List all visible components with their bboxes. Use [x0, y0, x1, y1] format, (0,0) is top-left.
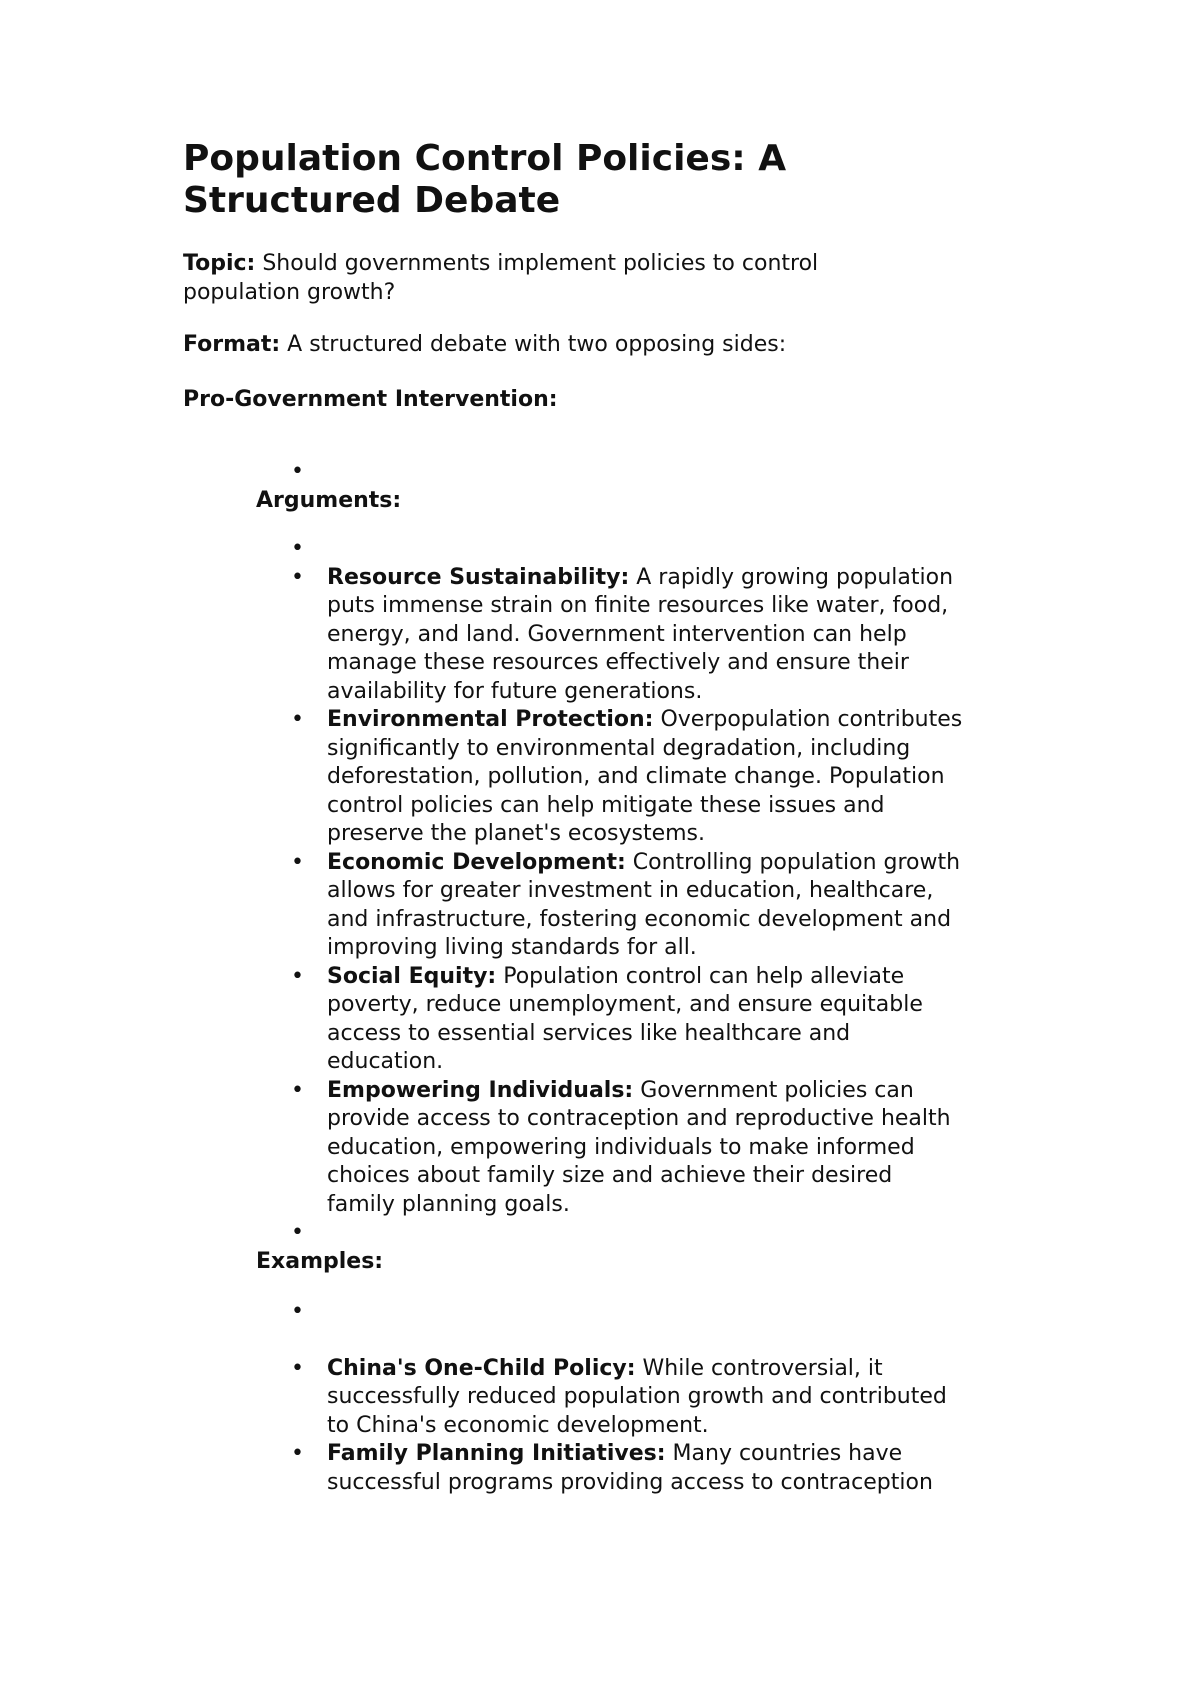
side-heading: Pro-Government Intervention: [183, 386, 558, 412]
arguments-heading: Arguments: [256, 487, 402, 513]
bullet-icon: • [291, 963, 304, 989]
argument-item [291, 564, 967, 707]
example-label: Family Planning Initiatives: [327, 1441, 666, 1466]
bullet-icon: • [291, 849, 304, 875]
list-item [291, 1219, 967, 1248]
argument-item [291, 706, 967, 849]
list-item [291, 535, 967, 564]
examples-list [291, 1298, 1043, 1497]
argument-text: Population control can help alleviate poverty, reduce unemployment, and ensure equitable access to essential services like healthcare and education. [327, 963, 923, 1074]
outer-list [183, 458, 1043, 1497]
arguments-list [291, 535, 1043, 1248]
document-content [183, 138, 1043, 1497]
example-text: Many countries have successful programs providing access to contraception [327, 1441, 933, 1495]
argument-label: Resource Sustainability: [327, 564, 630, 590]
format-label: Format: [183, 332, 281, 357]
bullet-icon: • [291, 459, 304, 484]
format-text: A structured debate with two opposing sides: [280, 332, 787, 357]
bullet-icon: • [291, 707, 304, 732]
bullet-icon: • [291, 1355, 304, 1381]
format-paragraph [183, 331, 903, 360]
bullet-icon: • [291, 1220, 304, 1245]
bullet-icon: • [291, 536, 304, 561]
bullet-icon: • [291, 1077, 304, 1103]
document-title: Population Control Policies: A Structured Debate [183, 138, 787, 221]
example-text: While controversial, it successfully reduced population growth and contributed to China's economic development. [327, 1355, 947, 1438]
topic-text: Should governments implement policies to control population growth? [183, 251, 819, 305]
argument-item [291, 1077, 967, 1220]
bullet-icon: • [291, 1441, 304, 1466]
topic-paragraph [183, 250, 903, 307]
bullet-icon: • [291, 1299, 304, 1324]
example-item [291, 1355, 967, 1441]
example-label: China's One-Child Policy: [327, 1355, 636, 1381]
examples-heading: Examples: [256, 1248, 384, 1274]
argument-label: Social Equity: [327, 963, 497, 989]
argument-label: Economic Development: [327, 849, 626, 875]
list-item [291, 1298, 967, 1327]
argument-text: Overpopulation contributes significantly to environmental degradation, including deforestation, pollution, and climate change. Population control policies can help mitigate these issues and preserve the planet's ecosystems. [327, 707, 963, 846]
argument-item [291, 963, 967, 1077]
topic-label: Topic: [183, 251, 256, 276]
bullet-icon: • [291, 564, 304, 590]
argument-label: Empowering Individuals: [327, 1077, 634, 1103]
list-item [183, 458, 1043, 1497]
argument-label: Environmental Protection: [327, 707, 654, 732]
example-item [291, 1440, 967, 1497]
argument-text: Controlling population growth allows for greater investment in education, healthcare, and infrastructure, fostering economic development and improving living standards for all. [327, 849, 961, 960]
argument-text: Government policies can provide access to contraception and reproductive health education, empowering individuals to make informed choices about family size and achieve their desired family planning goals. [327, 1077, 951, 1217]
argument-text: A rapidly growing population puts immense strain on finite resources like water, food, energy, and land. Government intervention can help manage these resources effectively and ensure their availability for future generations. [327, 564, 954, 704]
argument-item [291, 849, 967, 963]
